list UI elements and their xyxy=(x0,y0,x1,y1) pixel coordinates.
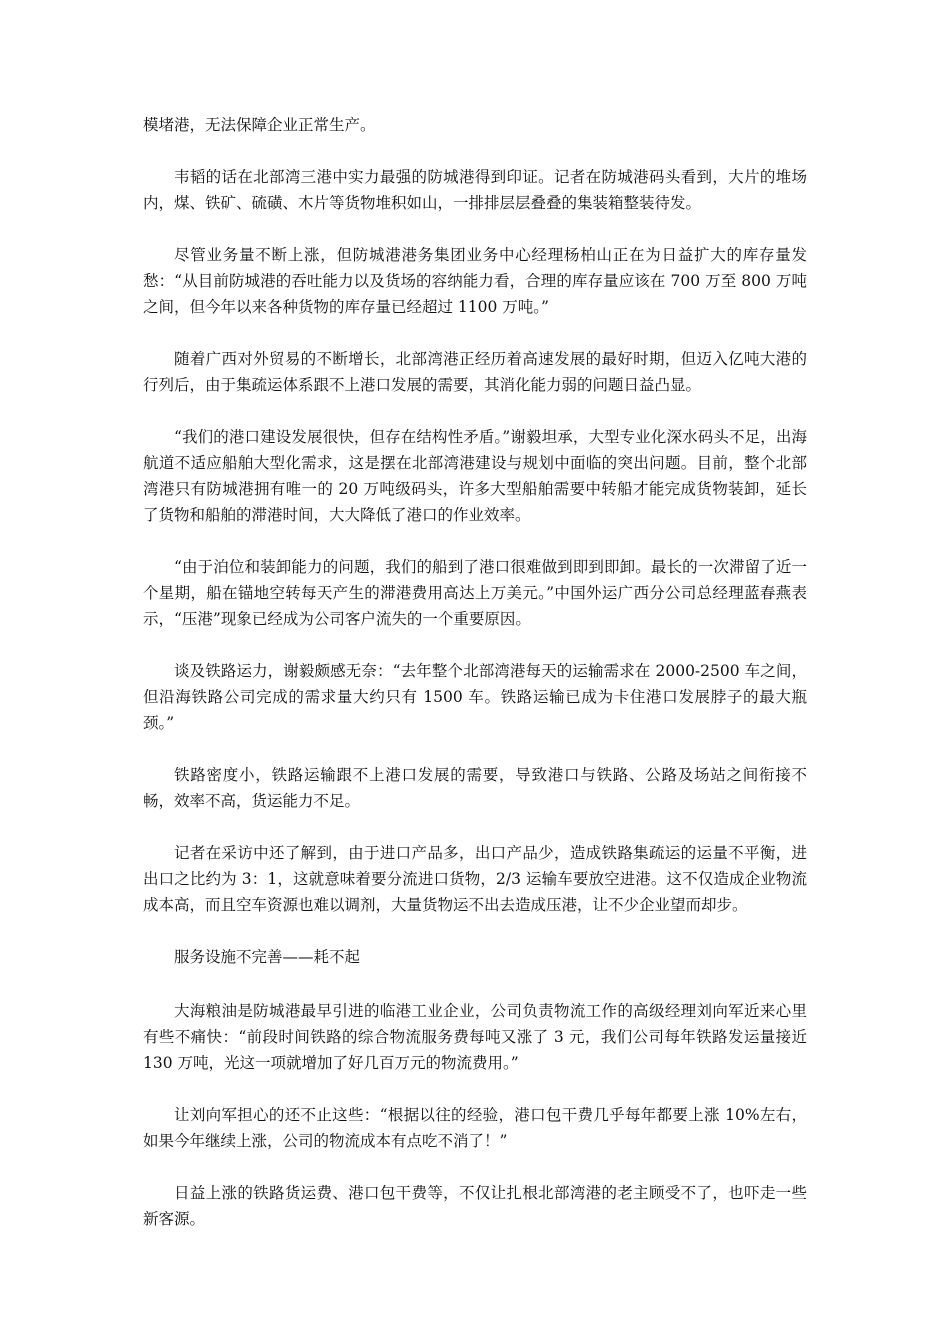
article-body xyxy=(143,112,807,1258)
paragraph-2: 韦韬的话在北部湾三港中实力最强的防城港得到印证。记者在防城港码头看到，大片的堆场内，煤、铁矿、硫磺、木片等货物堆积如山，一排排层层叠叠的集装箱整装待发。 xyxy=(143,168,807,212)
paragraph-7: 谈及铁路运力，谢毅颇感无奈：“去年整个北部湾港每天的运输需求在 2000-2500 车之间，但沿海铁路公司完成的需求量大约只有 1500 车。铁路运输已成为卡住港口发展脖子的最大瓶颈。” xyxy=(143,662,807,732)
paragraph-10: 大海粮油是防城港最早引进的临港工业企业，公司负责物流工作的高级经理刘向军近来心里有些不痛快：“前段时间铁路的综合物流服务费每吨又涨了 3 元，我们公司每年铁路发运量接近 130 万吨，光这一项就增加了好几百万元的物流费用。” xyxy=(143,1002,807,1072)
paragraph-11: 让刘向军担心的还不止这些：“根据以往的经验，港口包干费几乎每年都要上涨 10%左右，如果今年继续上涨，公司的物流成本有点吃不消了！” xyxy=(143,1106,807,1150)
paragraph-4: 随着广西对外贸易的不断增长，北部湾港正经历着高速发展的最好时期，但迈入亿吨大港的行列后，由于集疏运体系跟不上港口发展的需要，其消化能力弱的问题日益凸显。 xyxy=(143,350,807,394)
paragraph-9: 记者在采访中还了解到，由于进口产品多，出口产品少，造成铁路集疏运的运量不平衡，进出口之比约为 3：1，这就意味着要分流进口货物，2/3 运输车要放空进港。这不仅造成企业物流成本高，而且空车资源也难以调剂，大量货物运不出去造成压港，让不少企业望而却步。 xyxy=(143,844,807,914)
paragraph-6: “由于泊位和装卸能力的问题，我们的船到了港口很难做到即到即卸。最长的一次滞留了近一个星期，船在锚地空转每天产生的滞港费用高达上万美元。”中国外运广西分公司总经理蓝春燕表示，“压港”现象已经成为公司客户流失的一个重要原因。 xyxy=(143,558,807,628)
paragraph-1: 模堵港，无法保障企业正常生产。 xyxy=(143,116,376,134)
paragraph-5: “我们的港口建设发展很快，但存在结构性矛盾。”谢毅坦承，大型专业化深水码头不足，出海航道不适应船舶大型化需求，这是摆在北部湾港建设与规划中面临的突出问题。目前，整个北部湾港只有防城港拥有唯一的 20 万吨级码头，许多大型船舶需要中转船才能完成货物装卸，延长了货物和船舶的滞港时间，大大降低了港口的作业效率。 xyxy=(143,428,807,524)
paragraph-8: 铁路密度小，铁路运输跟不上港口发展的需要，导致港口与铁路、公路及场站之间衔接不畅，效率不高，货运能力不足。 xyxy=(143,766,807,810)
section-heading: 服务设施不完善——耗不起 xyxy=(174,948,361,966)
paragraph-12: 日益上涨的铁路货运费、港口包干费等，不仅让扎根北部湾港的老主顾受不了，也吓走一些新客源。 xyxy=(143,1184,807,1228)
paragraph-3: 尽管业务量不断上涨，但防城港港务集团业务中心经理杨柏山正在为日益扩大的库存量发愁：“从目前防城港的吞吐能力以及货场的容纳能力看，合理的库存量应该在 700 万至 800 万吨之间，但今年以来各种货物的库存量已经超过 1100 万吨。” xyxy=(143,246,807,316)
